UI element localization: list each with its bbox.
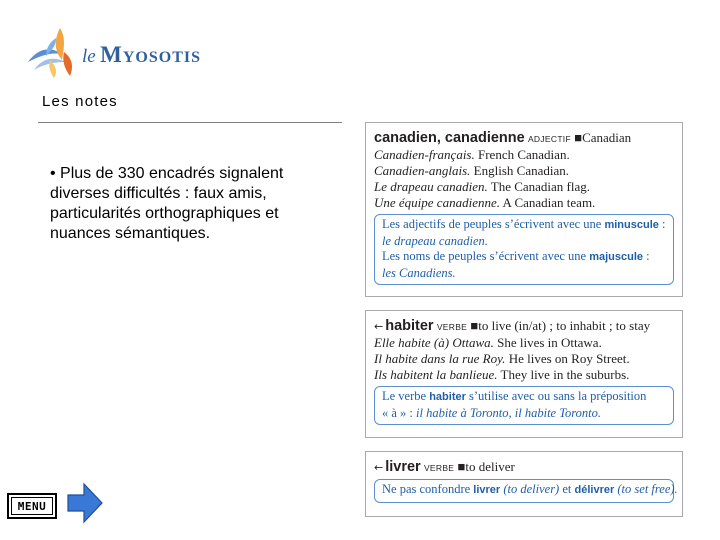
usage-note: Les adjectifs de peuples s’écrivent avec une minuscule : le drapeau canadien. Les noms de peuples s’écrivent avec une majuscule : les Canadiens. xyxy=(374,214,674,285)
example-line: Une équipe canadienne. A Canadian team. xyxy=(374,195,596,210)
menu-button[interactable]: MENU xyxy=(7,493,57,519)
logo-name: Myosotis xyxy=(100,42,202,67)
entry-headword: livrer xyxy=(385,459,421,475)
example-line: Elle habite (à) Ottawa. She lives in Ottawa. xyxy=(374,335,602,350)
usage-note: Le verbe habiter s’utilise avec ou sans la préposition « à » : il habite à Toronto, il habite Toronto. xyxy=(374,386,674,425)
example-line: Canadien-français. French Canadian. xyxy=(374,147,570,162)
entry-headword: canadien, canadienne xyxy=(374,130,525,146)
left-arrow-icon: ← xyxy=(374,461,384,474)
example-line: Il habite dans la rue Roy. He lives on Roy Street. xyxy=(374,351,630,366)
left-arrow-icon: ← xyxy=(374,320,384,333)
next-arrow-button[interactable] xyxy=(66,482,104,524)
right-arrow-icon xyxy=(66,482,104,524)
entry-pos: VERBE xyxy=(423,463,455,473)
example-line: Le drapeau canadien. The Canadian flag. xyxy=(374,179,591,194)
square-bullet-icon: ■ xyxy=(470,318,479,333)
entry-pos: ADJECTIF xyxy=(527,134,571,144)
entry-sense: to deliver xyxy=(465,459,515,474)
entry-sense: to live (in/at) ; to inhabit ; to stay xyxy=(478,318,651,333)
usage-note: Ne pas confondre livrer (to deliver) et délivrer (to set free). xyxy=(374,479,674,503)
dictionary-entry-livrer xyxy=(365,451,683,517)
square-bullet-icon: ■ xyxy=(457,459,466,474)
example-line: Canadien-anglais. English Canadian. xyxy=(374,163,569,178)
myosotis-logo xyxy=(20,18,230,80)
entry-headword: habiter xyxy=(385,318,434,334)
square-bullet-icon: ■ xyxy=(574,130,583,145)
entry-sense: Canadian xyxy=(582,130,632,145)
slide-title: Les notes xyxy=(42,93,118,110)
example-line: Ils habitent la banlieue. They live in the suburbs. xyxy=(374,367,630,382)
entry-pos: VERBE xyxy=(436,322,468,332)
bullet-paragraph: • Plus de 330 encadrés signalent diverses difficultés : faux amis, particularités orthographiques et nuances sémantiques. xyxy=(50,165,284,242)
logo-prefix: le xyxy=(82,46,96,67)
title-divider xyxy=(38,122,342,123)
dictionary-entry-canadien xyxy=(365,122,683,297)
dictionary-entry-habiter xyxy=(365,310,683,438)
flower-icon xyxy=(20,18,82,78)
